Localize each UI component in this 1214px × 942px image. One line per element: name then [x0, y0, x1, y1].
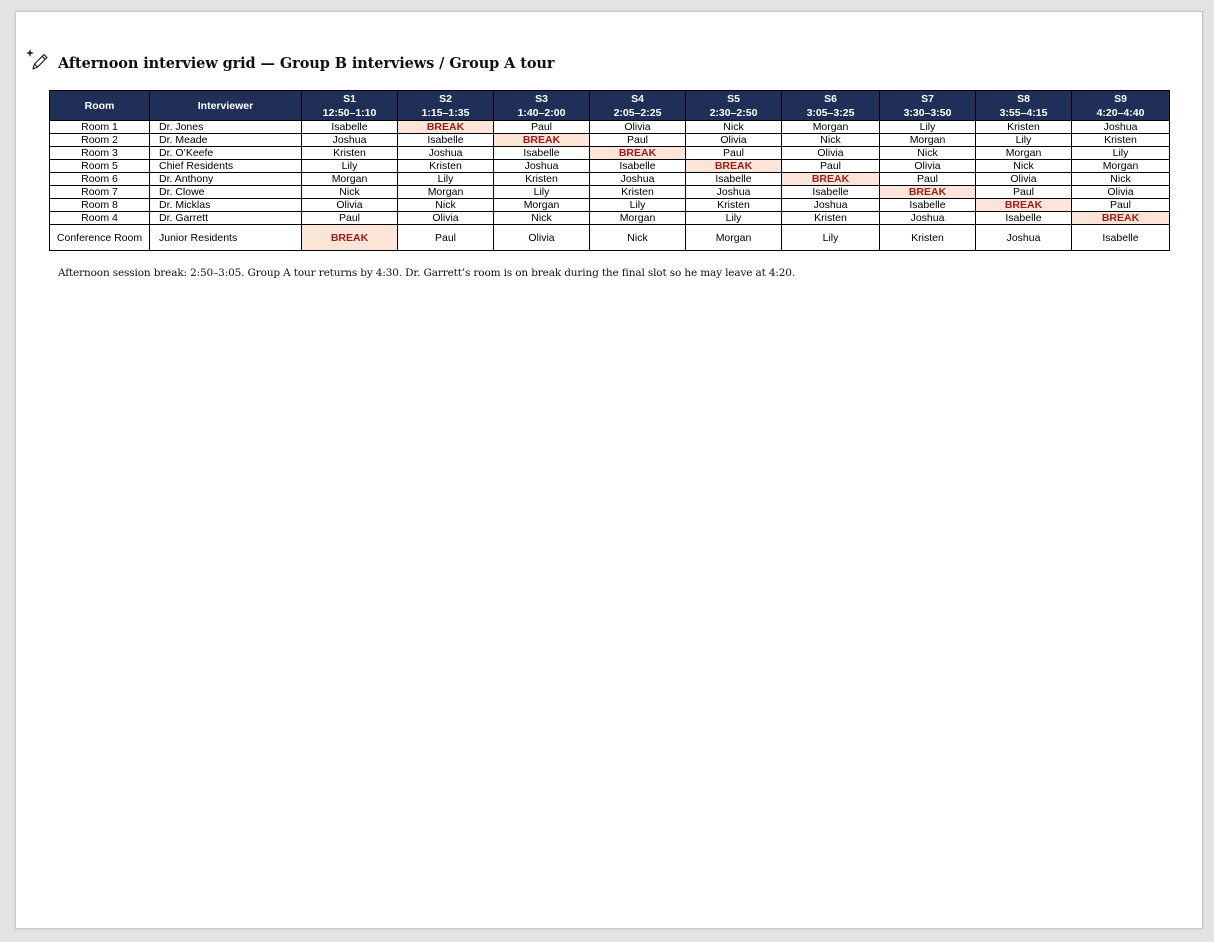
candidate-cell: Lily [494, 186, 590, 199]
candidate-cell: Nick [494, 212, 590, 225]
candidate-cell: Olivia [302, 199, 398, 212]
slot-time: 3:55–4:15 [999, 106, 1048, 119]
break-cell: BREAK [590, 147, 686, 160]
candidate-cell: Paul [782, 160, 880, 173]
magic-wand-pencil-icon[interactable] [25, 47, 49, 73]
candidate-cell: Isabelle [590, 160, 686, 173]
table-row [50, 173, 1170, 186]
table-row [50, 225, 1170, 251]
candidate-cell: Morgan [494, 199, 590, 212]
candidate-cell: Joshua [880, 212, 976, 225]
table-row [50, 212, 1170, 225]
candidate-cell: Joshua [782, 199, 880, 212]
header-slot-9 [1072, 91, 1170, 121]
room-cell: Room 8 [50, 199, 150, 212]
candidate-cell: Nick [976, 160, 1072, 173]
candidate-cell: Isabelle [494, 147, 590, 160]
room-cell: Room 7 [50, 186, 150, 199]
candidate-cell: Nick [686, 121, 782, 134]
slot-name: S3 [535, 92, 548, 105]
candidate-cell: Olivia [976, 173, 1072, 186]
interviewer-cell: Dr. Meade [150, 134, 302, 147]
slot-name: S5 [727, 92, 740, 105]
break-cell: BREAK [686, 160, 782, 173]
candidate-cell: Isabelle [880, 199, 976, 212]
candidate-cell: Paul [686, 147, 782, 160]
candidate-cell: Olivia [1072, 186, 1170, 199]
candidate-cell: Nick [590, 225, 686, 251]
room-cell: Room 4 [50, 212, 150, 225]
header-slot-6 [782, 91, 880, 121]
candidate-cell: Nick [398, 199, 494, 212]
interviewer-cell: Dr. Anthony [150, 173, 302, 186]
candidate-cell: Morgan [782, 121, 880, 134]
header-slot-1 [302, 91, 398, 121]
candidate-cell: Isabelle [398, 134, 494, 147]
candidate-cell: Morgan [590, 212, 686, 225]
break-cell: BREAK [1072, 212, 1170, 225]
slot-name: S7 [921, 92, 934, 105]
candidate-cell: Kristen [782, 212, 880, 225]
header-slot-3 [494, 91, 590, 121]
table-row [50, 160, 1170, 173]
candidate-cell: Kristen [976, 121, 1072, 134]
candidate-cell: Isabelle [976, 212, 1072, 225]
candidate-cell: Morgan [976, 147, 1072, 160]
slot-time: 1:40–2:00 [517, 106, 566, 119]
table-row [50, 147, 1170, 160]
header-slot-4 [590, 91, 686, 121]
candidate-cell: Lily [302, 160, 398, 173]
interview-grid-table [49, 90, 1170, 251]
candidate-cell: Lily [782, 225, 880, 251]
interviewer-cell: Dr. O’Keefe [150, 147, 302, 160]
candidate-cell: Paul [494, 121, 590, 134]
candidate-cell: Nick [1072, 173, 1170, 186]
candidate-cell: Olivia [590, 121, 686, 134]
interviewer-cell: Dr. Micklas [150, 199, 302, 212]
header-interviewer: Interviewer [150, 91, 302, 121]
candidate-cell: Nick [880, 147, 976, 160]
candidate-cell: Joshua [1072, 121, 1170, 134]
candidate-cell: Paul [590, 134, 686, 147]
document-title: Afternoon interview grid — Group B interviews / Group A tour [58, 55, 555, 72]
slot-name: S6 [824, 92, 837, 105]
interviewer-cell: Junior Residents [150, 225, 302, 251]
candidate-cell: Olivia [880, 160, 976, 173]
candidate-cell: Kristen [590, 186, 686, 199]
break-cell: BREAK [976, 199, 1072, 212]
candidate-cell: Morgan [398, 186, 494, 199]
candidate-cell: Kristen [1072, 134, 1170, 147]
candidate-cell: Isabelle [1072, 225, 1170, 251]
slot-time: 2:30–2:50 [709, 106, 758, 119]
candidate-cell: Olivia [494, 225, 590, 251]
break-cell: BREAK [398, 121, 494, 134]
interviewer-cell: Chief Residents [150, 160, 302, 173]
candidate-cell: Lily [1072, 147, 1170, 160]
table-row [50, 121, 1170, 134]
candidate-cell: Paul [976, 186, 1072, 199]
candidate-cell: Paul [398, 225, 494, 251]
candidate-cell: Morgan [880, 134, 976, 147]
table-row [50, 199, 1170, 212]
slot-name: S1 [343, 92, 356, 105]
candidate-cell: Paul [302, 212, 398, 225]
candidate-cell: Kristen [880, 225, 976, 251]
candidate-cell: Lily [976, 134, 1072, 147]
room-cell: Room 1 [50, 121, 150, 134]
candidate-cell: Morgan [1072, 160, 1170, 173]
header-slot-8 [976, 91, 1072, 121]
header-slot-5 [686, 91, 782, 121]
header-slot-7 [880, 91, 976, 121]
room-cell: Room 6 [50, 173, 150, 186]
header-row [50, 91, 1170, 121]
candidate-cell: Kristen [398, 160, 494, 173]
candidate-cell: Nick [302, 186, 398, 199]
candidate-cell: Isabelle [782, 186, 880, 199]
candidate-cell: Lily [398, 173, 494, 186]
table-row [50, 134, 1170, 147]
candidate-cell: Joshua [302, 134, 398, 147]
candidate-cell: Nick [782, 134, 880, 147]
slot-name: S4 [631, 92, 644, 105]
interviewer-cell: Dr. Clowe [150, 186, 302, 199]
candidate-cell: Olivia [686, 134, 782, 147]
candidate-cell: Joshua [976, 225, 1072, 251]
slot-time: 4:20–4:40 [1096, 106, 1145, 119]
candidate-cell: Olivia [398, 212, 494, 225]
candidate-cell: Lily [880, 121, 976, 134]
break-cell: BREAK [782, 173, 880, 186]
header-room: Room [50, 91, 150, 121]
candidate-cell: Joshua [686, 186, 782, 199]
table-row [50, 186, 1170, 199]
candidate-cell: Isabelle [686, 173, 782, 186]
candidate-cell: Joshua [398, 147, 494, 160]
room-cell: Room 3 [50, 147, 150, 160]
candidate-cell: Kristen [686, 199, 782, 212]
candidate-cell: Morgan [686, 225, 782, 251]
candidate-cell: Paul [880, 173, 976, 186]
candidate-cell: Isabelle [302, 121, 398, 134]
break-cell: BREAK [880, 186, 976, 199]
slot-time: 3:30–3:50 [903, 106, 952, 119]
candidate-cell: Morgan [302, 173, 398, 186]
slot-time: 12:50–1:10 [322, 106, 377, 119]
slot-time: 1:15–1:35 [421, 106, 470, 119]
room-cell: Conference Room [50, 225, 150, 251]
candidate-cell: Joshua [494, 160, 590, 173]
slot-name: S9 [1114, 92, 1127, 105]
candidate-cell: Paul [1072, 199, 1170, 212]
break-cell: BREAK [494, 134, 590, 147]
grid-body [50, 121, 1170, 251]
break-cell: BREAK [302, 225, 398, 251]
document-page [15, 11, 1203, 929]
slot-name: S2 [439, 92, 452, 105]
candidate-cell: Kristen [302, 147, 398, 160]
interviewer-cell: Dr. Jones [150, 121, 302, 134]
room-cell: Room 5 [50, 160, 150, 173]
candidate-cell: Joshua [590, 173, 686, 186]
room-cell: Room 2 [50, 134, 150, 147]
header-slot-2 [398, 91, 494, 121]
candidate-cell: Kristen [494, 173, 590, 186]
slot-name: S8 [1017, 92, 1030, 105]
candidate-cell: Lily [686, 212, 782, 225]
footer-note: Afternoon session break: 2:50–3:05. Group A tour returns by 4:30. Dr. Garrett’s room is on break during the final slot so he may leave at 4:20. [58, 267, 796, 279]
slot-time: 3:05–3:25 [806, 106, 855, 119]
slot-time: 2:05–2:25 [613, 106, 662, 119]
candidate-cell: Lily [590, 199, 686, 212]
candidate-cell: Olivia [782, 147, 880, 160]
interviewer-cell: Dr. Garrett [150, 212, 302, 225]
